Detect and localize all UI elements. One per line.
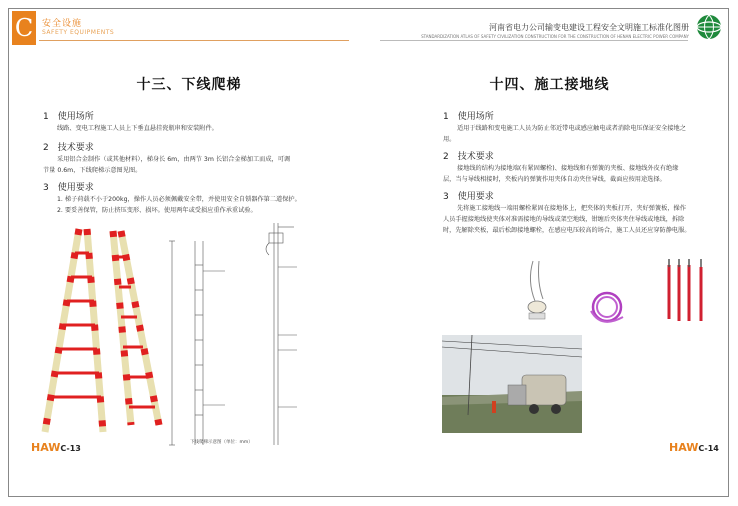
- para-usage-right-line2: 用。: [443, 136, 456, 143]
- footer-page-number-right: C-14: [698, 444, 719, 453]
- chapter-letter-badge: C: [12, 11, 36, 45]
- para-tech-line2: 节量 0.6m，下线爬梯示意图见图。: [43, 167, 142, 174]
- field-scene-photo: [442, 335, 582, 433]
- para-req-right-line3: 时，先解除夹板，最后松卸接地螺栓，在感应电压较高的场合，施工人员还应穿防静电服。: [443, 227, 691, 234]
- right-footer-page: [669, 441, 719, 454]
- section-title-right: 十四、施工接地线: [489, 77, 610, 93]
- para-tech-right-line1: 接地线的结构为接地端(有紧固螺栓)、接地线和有弹簧的夹板、接地线外皮有绝缘: [457, 165, 679, 172]
- heading-req-right: 3 使用要求: [443, 192, 494, 202]
- header-divider: [39, 40, 349, 41]
- left-header: [9, 9, 369, 49]
- right-page: [370, 9, 729, 496]
- footer-page-number: C-13: [60, 444, 81, 453]
- footer-brand: HAW: [31, 441, 61, 454]
- footer-brand-right: HAW: [669, 441, 699, 454]
- para-req-right-line1: 先将施工接地线一端用螺栓紧固在接地体上，把夹体的夹板打开，夹好弹簧板，操作: [457, 205, 686, 212]
- heading-requirements: 3 使用要求: [43, 183, 94, 193]
- chapter-title-en: SAFETY EQUIPMENTS: [42, 29, 115, 36]
- para-usage-right-line1: 适用于线路和变电施工人员为防止邻近带电或感应触电或者消除电压保证安全接地之: [457, 125, 686, 132]
- heading-tech-right: 2 技术要求: [443, 152, 494, 162]
- para-req-line2: 2. 要妥善保管，防止挤压变形、损坏。使用两年或受损应重作承重试验。: [57, 207, 257, 214]
- grounding-device-photo: [505, 259, 725, 331]
- document-frame: [8, 8, 729, 497]
- heading-usage: 1 使用场所: [43, 112, 94, 122]
- ladder-photo: [31, 227, 171, 442]
- para-tech-right-line2: 层，当与导线相接时，夹板内的弹簧作用夹体自动夹住导线，截面应按用途选择。: [443, 176, 666, 183]
- atlas-title-cn: 河南省电力公司输变电建设工程安全文明施工标准化图册: [489, 23, 689, 32]
- chapter-title-cn: 安全设施: [42, 19, 83, 29]
- para-req-right-line2: 人员手握接地线使夹体对准需接地的导线或架空地线，钳缠后夹体夹住导线或地线，拆除: [443, 216, 685, 223]
- header-divider-right: [380, 40, 688, 41]
- para-usage: 线路、变电工程施工人员上下垂直悬挂瓷瓶串和安装附件。: [57, 125, 218, 132]
- para-req-line1: 1. 梯子荷载不小于200kg，操作人员必须佩戴安全带，并使用安全自锁器作第二道保护。: [57, 196, 301, 203]
- para-tech-line1: 采用铝合金制作（或其他材料），梯身长 6m，由两节 3m 长铝合金梯加工而成，可调: [57, 156, 291, 163]
- company-logo-icon: [695, 13, 723, 41]
- left-footer-page: [31, 441, 81, 454]
- ladder-diagram: [169, 215, 309, 451]
- atlas-title-en: STANDARDIZATION ATLAS OF SAFETY CIVILIZATION CONSTRUCTION FOR THE CONSTRUCTION OF HENAN ELECTRIC POWER COMPANY: [421, 34, 689, 39]
- heading-usage-right: 1 使用场所: [443, 112, 494, 122]
- heading-tech: 2 技术要求: [43, 143, 94, 153]
- diagram-caption: 下线爬梯示意图（单位：mm）: [190, 440, 253, 445]
- left-page: [9, 9, 369, 496]
- section-title: 十三、下线爬梯: [136, 77, 242, 93]
